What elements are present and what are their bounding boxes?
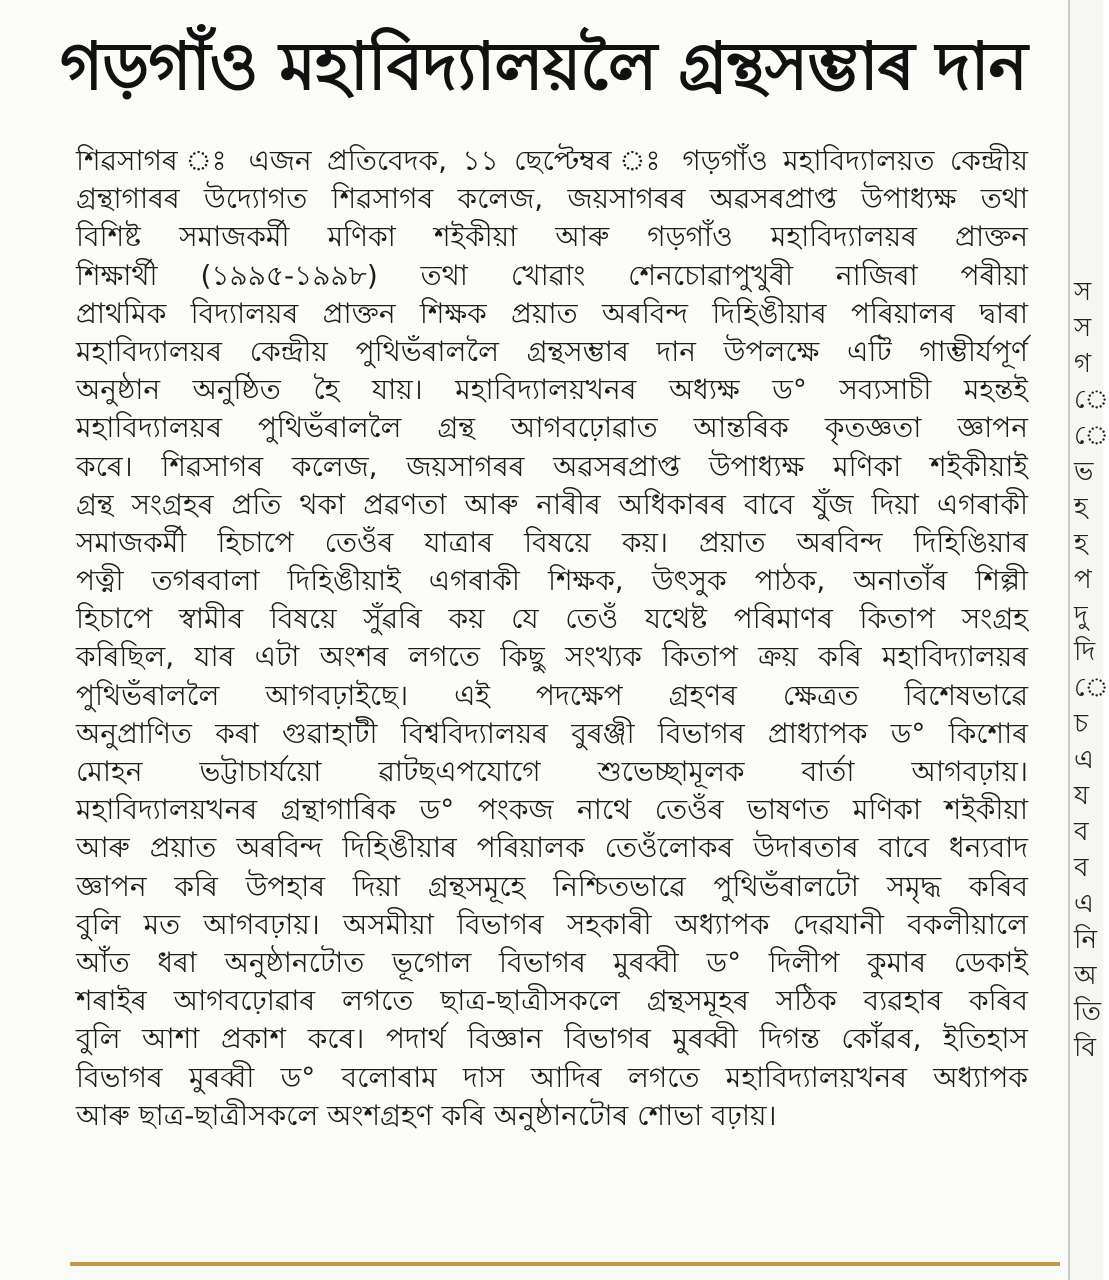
article-line: জ্ঞাপন কৰি উপহাৰ দিয়া গ্ৰন্থসমূহে নিশ্চিতভাৱে পুথিভঁৰালটো সমৃদ্ধ কৰিব bbox=[76, 869, 1028, 903]
article-line: মহাবিদ্যালয়ৰ পুথিভঁৰাললৈ গ্ৰন্থ আগবঢ়োৱাত আন্তৰিক কৃতজ্ঞতা জ্ঞাপন bbox=[76, 411, 1028, 445]
adjacent-column-fragment: গ bbox=[1074, 349, 1092, 379]
article-line: অনুষ্ঠান অনুষ্ঠিত হৈ যায়। মহাবিদ্যালয়খনৰ অধ্যক্ষ ড° সব্যসাচী মহন্তই bbox=[76, 373, 1028, 407]
article-line: বুলি আশা প্ৰকাশ কৰে। পদাৰ্থ বিজ্ঞান বিভাগৰ মুৰব্বী দিগন্ত কোঁৱৰ, ইতিহাস bbox=[76, 1022, 1028, 1056]
article-line: মহাবিদ্যালয়খনৰ গ্ৰন্থাগাৰিক ড° পংকজ নাথে তেওঁৰ ভাষণত মণিকা শইকীয়া bbox=[76, 793, 1028, 827]
article-line: সমাজকৰ্মী হিচাপে তেওঁৰ যাত্ৰাৰ বিষয়ে কয়। প্ৰয়াত অৰবিন্দ দিহিঙিয়াৰ bbox=[76, 525, 1028, 559]
adjacent-column-fragment: দি bbox=[1074, 637, 1096, 667]
adjacent-column-fragment: ব bbox=[1074, 853, 1089, 883]
article-line: কৰিছিল, যাৰ এটা অংশৰ লগতে কিছু সংখ্যক কিতাপ ক্ৰয় কৰি মহাবিদ্যালয়ৰ bbox=[76, 640, 1028, 674]
adjacent-column-fragments bbox=[1070, 274, 1109, 1066]
article-line: আৰু ছাত্ৰ-ছাত্ৰীসকলে অংশগ্ৰহণ কৰি অনুষ্ঠানটোৰ শোভা বঢ়ায়। bbox=[76, 1098, 777, 1132]
article-line: হিচাপে স্বামীৰ বিষয়ে সুঁৱৰি কয় যে তেওঁ যথেষ্ট পৰিমাণৰ কিতাপ সংগ্ৰহ bbox=[76, 602, 1028, 636]
adjacent-column-fragment: ে bbox=[1074, 421, 1109, 451]
article-line: শিক্ষাৰ্থী (১৯৯৫-১৯৯৮) তথা খোৱাং শেনচোৱাপুখুৰী নাজিৰা পৰীয়া bbox=[76, 258, 1028, 292]
article-line: গ্ৰন্থ সংগ্ৰহৰ প্ৰতি থকা প্ৰৱণতা আৰু নাৰীৰ অধিকাৰৰ বাবে যুঁজ দিয়া এগৰাকী bbox=[76, 487, 1028, 521]
adjacent-column-fragment: স bbox=[1074, 313, 1092, 343]
adjacent-column-fragment: হ bbox=[1074, 493, 1088, 523]
article-line: বুলি মত আগবঢ়ায়। অসমীয়া বিভাগৰ সহকাৰী অধ্যাপক দেৱযানী বকলীয়ালে bbox=[76, 907, 1028, 941]
bottom-border-rule bbox=[70, 1262, 1060, 1266]
article-line: আৰু প্ৰয়াত অৰবিন্দ দিহিঙীয়াৰ পৰিয়ালক তেওঁলোকৰ উদাৰতাৰ বাবে ধন্যবাদ bbox=[76, 831, 1028, 865]
article-line: বিভাগৰ মুৰব্বী ড° বলোৰাম দাস আদিৰ লগতে মহাবিদ্যালয়খনৰ অধ্যাপক bbox=[76, 1060, 1028, 1094]
article-line: প্ৰাথমিক বিদ্যালয়ৰ প্ৰাক্তন শিক্ষক প্ৰয়াত অৰবিন্দ দিহিঙীয়াৰ পৰিয়ালৰ দ্বাৰা bbox=[76, 296, 1028, 330]
article-line: শৰাইৰ আগবঢ়োৱাৰ লগতে ছাত্ৰ-ছাত্ৰীসকলে গ্ৰন্থসমূহৰ সঠিক ব্যৱহাৰ কৰিব bbox=[76, 984, 1028, 1018]
adjacent-column-fragment: চ bbox=[1074, 709, 1089, 739]
article-line: আঁত ধৰা অনুষ্ঠানটোত ভূগোল বিভাগৰ মুৰব্বী ড° দিলীপ কুমাৰ ডেকাই bbox=[76, 945, 1028, 979]
adjacent-column-fragment: ব bbox=[1074, 817, 1089, 847]
article-line: পুথিভঁৰাললৈ আগবঢ়াইছে। এই পদক্ষেপ গ্ৰহণৰ ক্ষেত্ৰত বিশেষভাৱে bbox=[76, 678, 1028, 712]
adjacent-column-fragment: ে bbox=[1074, 385, 1109, 415]
article-line: পত্নী তগৰবালা দিহিঙীয়াই এগৰাকী শিক্ষক, উৎসুক পাঠক, অনাতাঁৰ শিল্পী bbox=[76, 564, 1028, 598]
article-line: গ্ৰন্থাগাৰৰ উদ্যোগত শিৱসাগৰ কলেজ, জয়সাগৰৰ অৱসৰপ্ৰাপ্ত উপাধ্যক্ষ তথা bbox=[76, 182, 1028, 216]
adjacent-column-fragment: স bbox=[1074, 277, 1092, 307]
adjacent-column-fragment: নি bbox=[1074, 925, 1097, 955]
adjacent-column-strip bbox=[1068, 0, 1109, 1280]
adjacent-column-fragment: তি bbox=[1074, 997, 1101, 1027]
adjacent-column-fragment: হ bbox=[1074, 529, 1088, 559]
adjacent-column-fragment: অ bbox=[1074, 961, 1097, 991]
adjacent-column-fragment: য bbox=[1074, 781, 1089, 811]
headline: গড়গাঁও মহাবিদ্যালয়লৈ গ্ৰন্থসম্ভাৰ দান bbox=[60, 28, 1027, 105]
adjacent-column-fragment: এ bbox=[1074, 745, 1094, 775]
adjacent-column-fragment: দু bbox=[1074, 601, 1088, 631]
article-line: কৰে। শিৱসাগৰ কলেজ, জয়সাগৰৰ অৱসৰপ্ৰাপ্ত উপাধ্যক্ষ মণিকা শইকীয়াই bbox=[76, 449, 1028, 483]
adjacent-column-fragment: এ bbox=[1074, 889, 1094, 919]
article-line: বিশিষ্ট সমাজকৰ্মী মণিকা শইকীয়া আৰু গড়গাঁও মহাবিদ্যালয়ৰ প্ৰাক্তন bbox=[76, 220, 1028, 254]
adjacent-column-fragment: ভ bbox=[1074, 457, 1094, 487]
article-line: মোহন ভট্টাচাৰ্যয়ো ৱাটছএপযোগে শুভেচ্ছামূলক বাৰ্তা আগবঢ়ায়। bbox=[76, 755, 1028, 788]
article-line: মহাবিদ্যালয়ৰ কেন্দ্ৰীয় পুথিভঁৰাললৈ গ্ৰন্থসম্ভাৰ দান উপলক্ষে এটি গাম্ভীৰ্যপূৰ্ণ bbox=[76, 334, 1028, 368]
adjacent-column-fragment: প bbox=[1074, 565, 1092, 595]
adjacent-column-fragment: বি bbox=[1074, 1033, 1096, 1063]
article-line: অনুপ্ৰাণিত কৰা গুৱাহাটী বিশ্ববিদ্যালয়ৰ বুৰঞ্জী বিভাগৰ প্ৰাধ্যাপক ড° কিশোৰ bbox=[76, 716, 1028, 750]
article-line: শিৱসাগৰ ঃ এজন প্ৰতিবেদক, ১১ ছেপ্টেম্বৰ ঃ গড়গাঁও মহাবিদ্যালয়ত কেন্দ্ৰীয় bbox=[76, 144, 1028, 177]
article-body bbox=[76, 142, 1028, 1135]
adjacent-column-fragment: ে bbox=[1074, 673, 1109, 703]
